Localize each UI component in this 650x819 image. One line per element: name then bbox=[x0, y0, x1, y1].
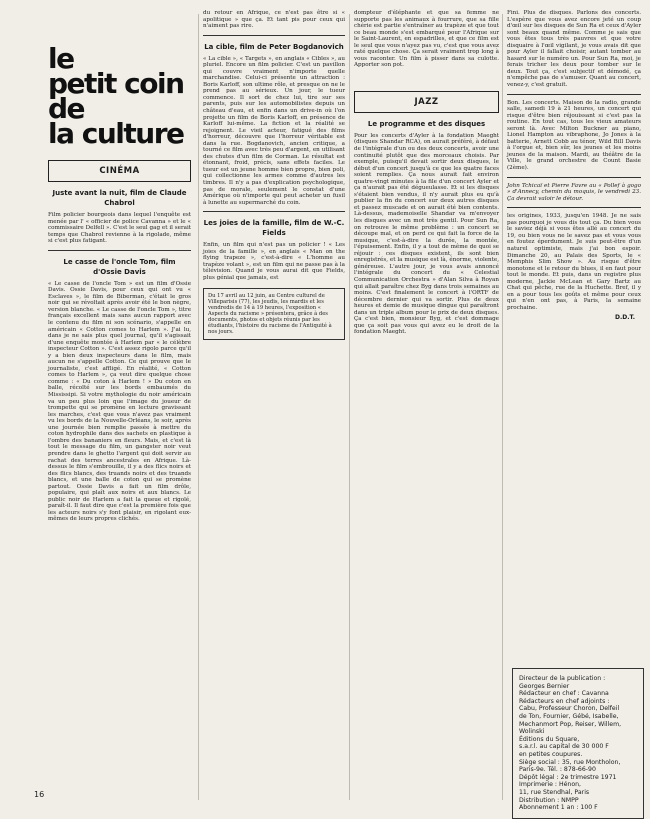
masthead-line: le bbox=[48, 42, 74, 75]
masthead-line: la culture bbox=[48, 117, 184, 150]
publication-info-box bbox=[512, 668, 644, 819]
author-signature: D.D.T. bbox=[615, 314, 635, 322]
column-1 bbox=[48, 10, 191, 523]
masthead-line: petit coin bbox=[48, 67, 184, 100]
column-2 bbox=[203, 10, 345, 340]
article-body: Film policier bourgeois dans lequel l'enquête est menée par l' « officier de police Cavanna » et le « commissaire Delfell ». C'est le seul gag et il serait temps que Chabrol revienne à la rigolade, même si c'est plus fatigant. bbox=[48, 212, 191, 245]
article-body: « La cible », « Targets », en anglais « Cibles », au pluriel. Encore un film policier. C'est un pavillon qui couvre vraiment n'importe quelle marchandise. Celui-ci présente un attraction : Boris Karloff, son ultime rôle, et presque on ne le prend pas au sérieux. Un jour, le tueur commence. Il sort de chez lui, tire sur ses parents, puis sur les automobilistes depuis un château d'eau, et enfin dans un drive-in où l'on projette un film de Boris Karloff, en présence de Karloff lui-même. La fiction et la réalité se rejoignent. Le vieil acteur, fatigué des films d'horreur, découvre que l'horreur véritable est dans la rue. Bogdanovich, ancien critique, a tourné ce film avec très peu d'argent, en utilisant des chutes d'un film de Corman. Le résultat est étonnant, froid, précis, sans effets faciles. Le tueur est un jeune homme bien propre, bien poli, qui collectionne les armes comme d'autres les timbres. Il n'y a pas d'explication psychologique, pas de morale, seulement le constat d'une Amérique où n'importe qui peut acheter un fusil à lunette au supermarché du coin. bbox=[203, 55, 345, 206]
section-label-cinema: CINÉMA bbox=[48, 160, 191, 182]
info-line: Abonnement 1 an : 100 F bbox=[519, 804, 598, 812]
photo-caption: John Tchicaï et Pierre Favre au « Pollef à gogo » d'Annecy, chemin du moquis, le vendredi 23. Ça devrait valoir le détour. bbox=[507, 182, 641, 202]
article-body: Enfin, un film qui n'est pas un policier ! « Les joies de la famille », en anglais « Man on the flying trapeze », c'est-à-dire « L'homme au trapèze volant », est un film qui ne passe pas à la télévision. Quand je vous aurai dit que Fields, plus génial que jamais, est bbox=[203, 242, 345, 281]
article-body: dompteur d'éléphante et que sa femme ne supporte pas les animaux à fourrure, que sa fille chérie est partie s'entraîner au trapèze et que tout ce beau monde s'est embarqué pour l'Afrique sur le Saint-Laurent, en espadrilles, et que ce film est le seul que vous n'ayez pas vu, c'est que vous avez raté quelque chose. Ça serait vraiment trop long à vous raconter. Un film à pisser dans sa culotte. Apporter son pot. bbox=[354, 10, 499, 69]
photo-caption: Du 17 avril au 12 juin, au Centre culturel de Villeparisis (77), les jeudis, les mardis et les vendredis de 14 à 19 heures, l'exposition « Aspects du racisme » présentera, grâce à des documents, photos et objets réunis par les étudiants, l'histoire du racisme de l'Antiquité à nos jours. bbox=[203, 288, 345, 341]
article-body: « Le casse de l'oncle Tom » est un film d'Ossie Davis. Ossie Davis, pour ceux qui ont vu « Esclaves », le film de Biberman, c'était le gros noir qui se révoltait après avoir été le bon nègre, version blanche. « Le casse de l'oncle Tom », titre français excellent mais sans aucun rapport avec le contenu du film ni son scénario, s'appelle en américain « Cotton comes to Harlem ». J'ai lu, dans je ne sais plus quel journal, qu'il s'agissait d'une enquête montée à Harlem par « le célèbre inspecteur Cotton ». C'est assez rigolo parce qu'il y a bien deux inspecteurs dans le film, mais aucun ne s'appelle Cotton. Ce qui prouve que le journaliste, c'est affligé. En réalité, « Cotton comes to Harlem », ça veut dire quelque chose comme : « Du coton à Harlem ! » Du coton en balle, récolté sur les bords embaumés du Mississipi. Si votre mythologie du noir américain va un peu plus loin que l'image du joueur de trompette qui se promène en lecture gravissant les marches, c'est que vous n'avez pas vraiment vu les bords de la Nouvelle-Orléans, le soir, après une journée bien remplie passée à mettre du coton hydrophile dans des sachets en plastique à l'ombre des bananiers en fleurs. Mais, et c'est là tout le message du film, un gangster noir veut prendre dans le ghetto l'argent qui doit servir au rachat des terres ancestrales en Afrique. Là-dessus le film s'embrouille, il y a des flics noirs et des flics blancs, des truands noirs et des truands blancs, et une balle de coton qui se promène partout. Ossie Davis a fait un film drôle, populaire, qui plaît aux noirs et aux blancs. Le public noir de Harlem a fait la queue et rigolé, paraît-il. Il faut dire que c'est la première fois que les acteurs noirs s'y font plaisir, en rigolant eux-mêmes de leurs propres clichés. bbox=[48, 280, 191, 523]
article-title: Le programme et des disques bbox=[367, 119, 486, 128]
section-label-jazz: JAZZ bbox=[354, 91, 499, 113]
article-title: Le casse de l'oncle Tom, film d'Ossie Davis bbox=[63, 257, 176, 276]
info-line: en petites coupures. bbox=[519, 750, 583, 758]
info-line: Rédacteur en chef : Cavanna bbox=[519, 690, 609, 698]
article-body: Fini. Plus de disques. Parlons des concerts. L'espère que vous avez encore jeté un coup d'œil sur les disques de Sun Ra et ceux d'Ayler sont beaux quand même. Comme je sais que vous êtes tous très pauvres et que votre disquaire à l'œil vigilant, je vous avais dit que pour Ayler il fallait choisir, autant tomber au hasard sur le numéro un. Pour Sun Ra, moi, je ferais tricher les deux pour tomber sur le deux. Tout ça, c'est subjectif et démodé, ça n'empêche pas de s'amuser. Quant au concert, venez-y, c'est gratuit. bbox=[507, 10, 641, 89]
info-line: Cabu, Professeur Choron, Delfeil bbox=[519, 705, 620, 713]
masthead-line: de bbox=[48, 92, 85, 125]
article-body: du retour en Afrique, ce n'est pas être si « apolitique » que ça. Et tant pis pour ceux qui n'aiment pas rire. bbox=[203, 10, 345, 30]
divider bbox=[48, 250, 191, 251]
divider bbox=[507, 177, 641, 178]
info-line: Georges Bernier bbox=[519, 682, 570, 690]
info-line: Dépôt légal : 2e trimestre 1971 bbox=[519, 773, 617, 781]
article-body: Pour les concerts d'Ayler à la fondation Maeght (disques Shandar RCA), on aurait préféré, à défaut de l'intégrale d'un ou des deux concerts, avoir une continuité plutôt que des morceaux choisis. Par exemple, puisqu'il devait sortir deux disques, le début d'un concert jusqu'à ce que les quatre faces soient remplies. Ça nous aurait fait environ quatre-vingt minutes à la file d'un concert Ayler et ça n'aurait pas été dégueulasse. Et si les disques s'étaient bien vendus, il n'y aurait plus eu qu'à publier la fin du concert sur deux autres disques et passez muscade et on aurait été bien contents. Là-dessus, mademoiselle Shandar va m'envoyer les disques avec un mot très gentil. Pour Sun Ra, on retrouve le même problème : un concert se découpe mal, et on perd ce qui fait la force de la musique, c'est-à-dire la durée, la montée, l'épuisement. Enfin, il y a tout de même de quoi se réjouir : ces disques existent, ils sont bien enregistrés, et la musique est là, énorme, violente, généreuse. L'autre jour, je vous avais annoncé l'intégrale du concert du « Celestial Communication Orchestra » d'Alan Silva à Royan qui allait paraître chez Byg dans trois semaines au moins. C'est finalement le concert à l'ORTF de décembre dernier qui va sortir. Plus de deux heures et demie de musique dingue qui paraîtront dans un triple album pour le prix de deux disques. Ça c'est bien, monsieur Byg, et c'est dommage que ça soit pas vous qui avez eu le droit de la fondation Maeght. bbox=[354, 132, 499, 336]
divider bbox=[507, 94, 641, 95]
article-title: Les joies de la famille, film de W.-C. Fields bbox=[203, 219, 345, 238]
column-divider bbox=[349, 14, 350, 800]
article-title: Juste avant la nuit, film de Claude Chabrol bbox=[52, 189, 187, 207]
info-line: Mechanmort Pop, Reiser, Willem, bbox=[519, 720, 622, 728]
masthead-title bbox=[48, 42, 191, 150]
column-4 bbox=[507, 10, 641, 321]
divider bbox=[507, 207, 641, 208]
article-title: La cible, film de Peter Bogdanovich bbox=[204, 42, 344, 51]
info-line: Wolinski bbox=[519, 728, 545, 736]
info-line: 11, rue Stendhal, Paris bbox=[519, 788, 590, 796]
divider bbox=[203, 35, 345, 36]
info-line: Paris-9e. Tél. : 878-66-90 bbox=[519, 766, 596, 774]
info-line: s.a.r.l. au capital de 30 000 F bbox=[519, 743, 609, 751]
info-line: Siège social : 35, rue Montholon, bbox=[519, 758, 621, 766]
column-divider bbox=[502, 14, 503, 800]
info-line: Distribution : NMPP bbox=[519, 796, 579, 804]
info-line: de Ton, Fournier, Gébé, Isabelle, bbox=[519, 712, 619, 720]
column-3 bbox=[354, 10, 499, 336]
info-line: Directeur de la publication : bbox=[519, 675, 606, 682]
info-line: Rédacteurs en chef adjoints : bbox=[519, 697, 610, 705]
article-body: Bon. Les concerts. Maison de la radio, grande salle, samedi 19 à 21 heures, un concert qui risque d'être bien réjouissant si c'est pas la routine. En tout cas, tous les vieux amateurs seront là. Avec Milton Buckner au piano, Lionel Hampton au vibraphone, Jo Jones à la batterie, Arnett Cobb au ténor, Wild Bill Davis à l'orgue et, bien sûr, les jeunes et les moins jeunes de la maison. Mardi, au théâtre de la Ville, le grand orchestre de Count Basie (2ème). bbox=[507, 99, 641, 172]
divider bbox=[203, 211, 345, 212]
column-divider bbox=[198, 14, 199, 800]
info-line: Imprimerie : Hénon, bbox=[519, 781, 582, 789]
page-number: 16 bbox=[34, 790, 45, 799]
article-body: les origines, 1933, jusqu'en 1948. Je ne sais pas pourquoi je vous dis tout ça. Du bien vous le saviez déjà si vous êtes allé au concert du 19, ou bien vous ne le savez pas et vous vous en foutez éperdument. Je suis peut-être d'un naturel optimiste, mais j'ai bon espoir. Dimanche 20, au Palais des Sports, le « Memphis Slim Show ». Au risque d'être monotone et le retour du blues, il en faut pour tout le monde. Et puis, dans un registre plus moderne, Jackie McLean et Gary Bartz au Chat qui pêche, rue de la Huchette. Bref, il y en a pour tous les goûts et même pour ceux qui n'en ont pas, à Paris, la semaine prochaine. bbox=[507, 213, 641, 311]
info-line: Éditions du Square, bbox=[519, 735, 580, 743]
